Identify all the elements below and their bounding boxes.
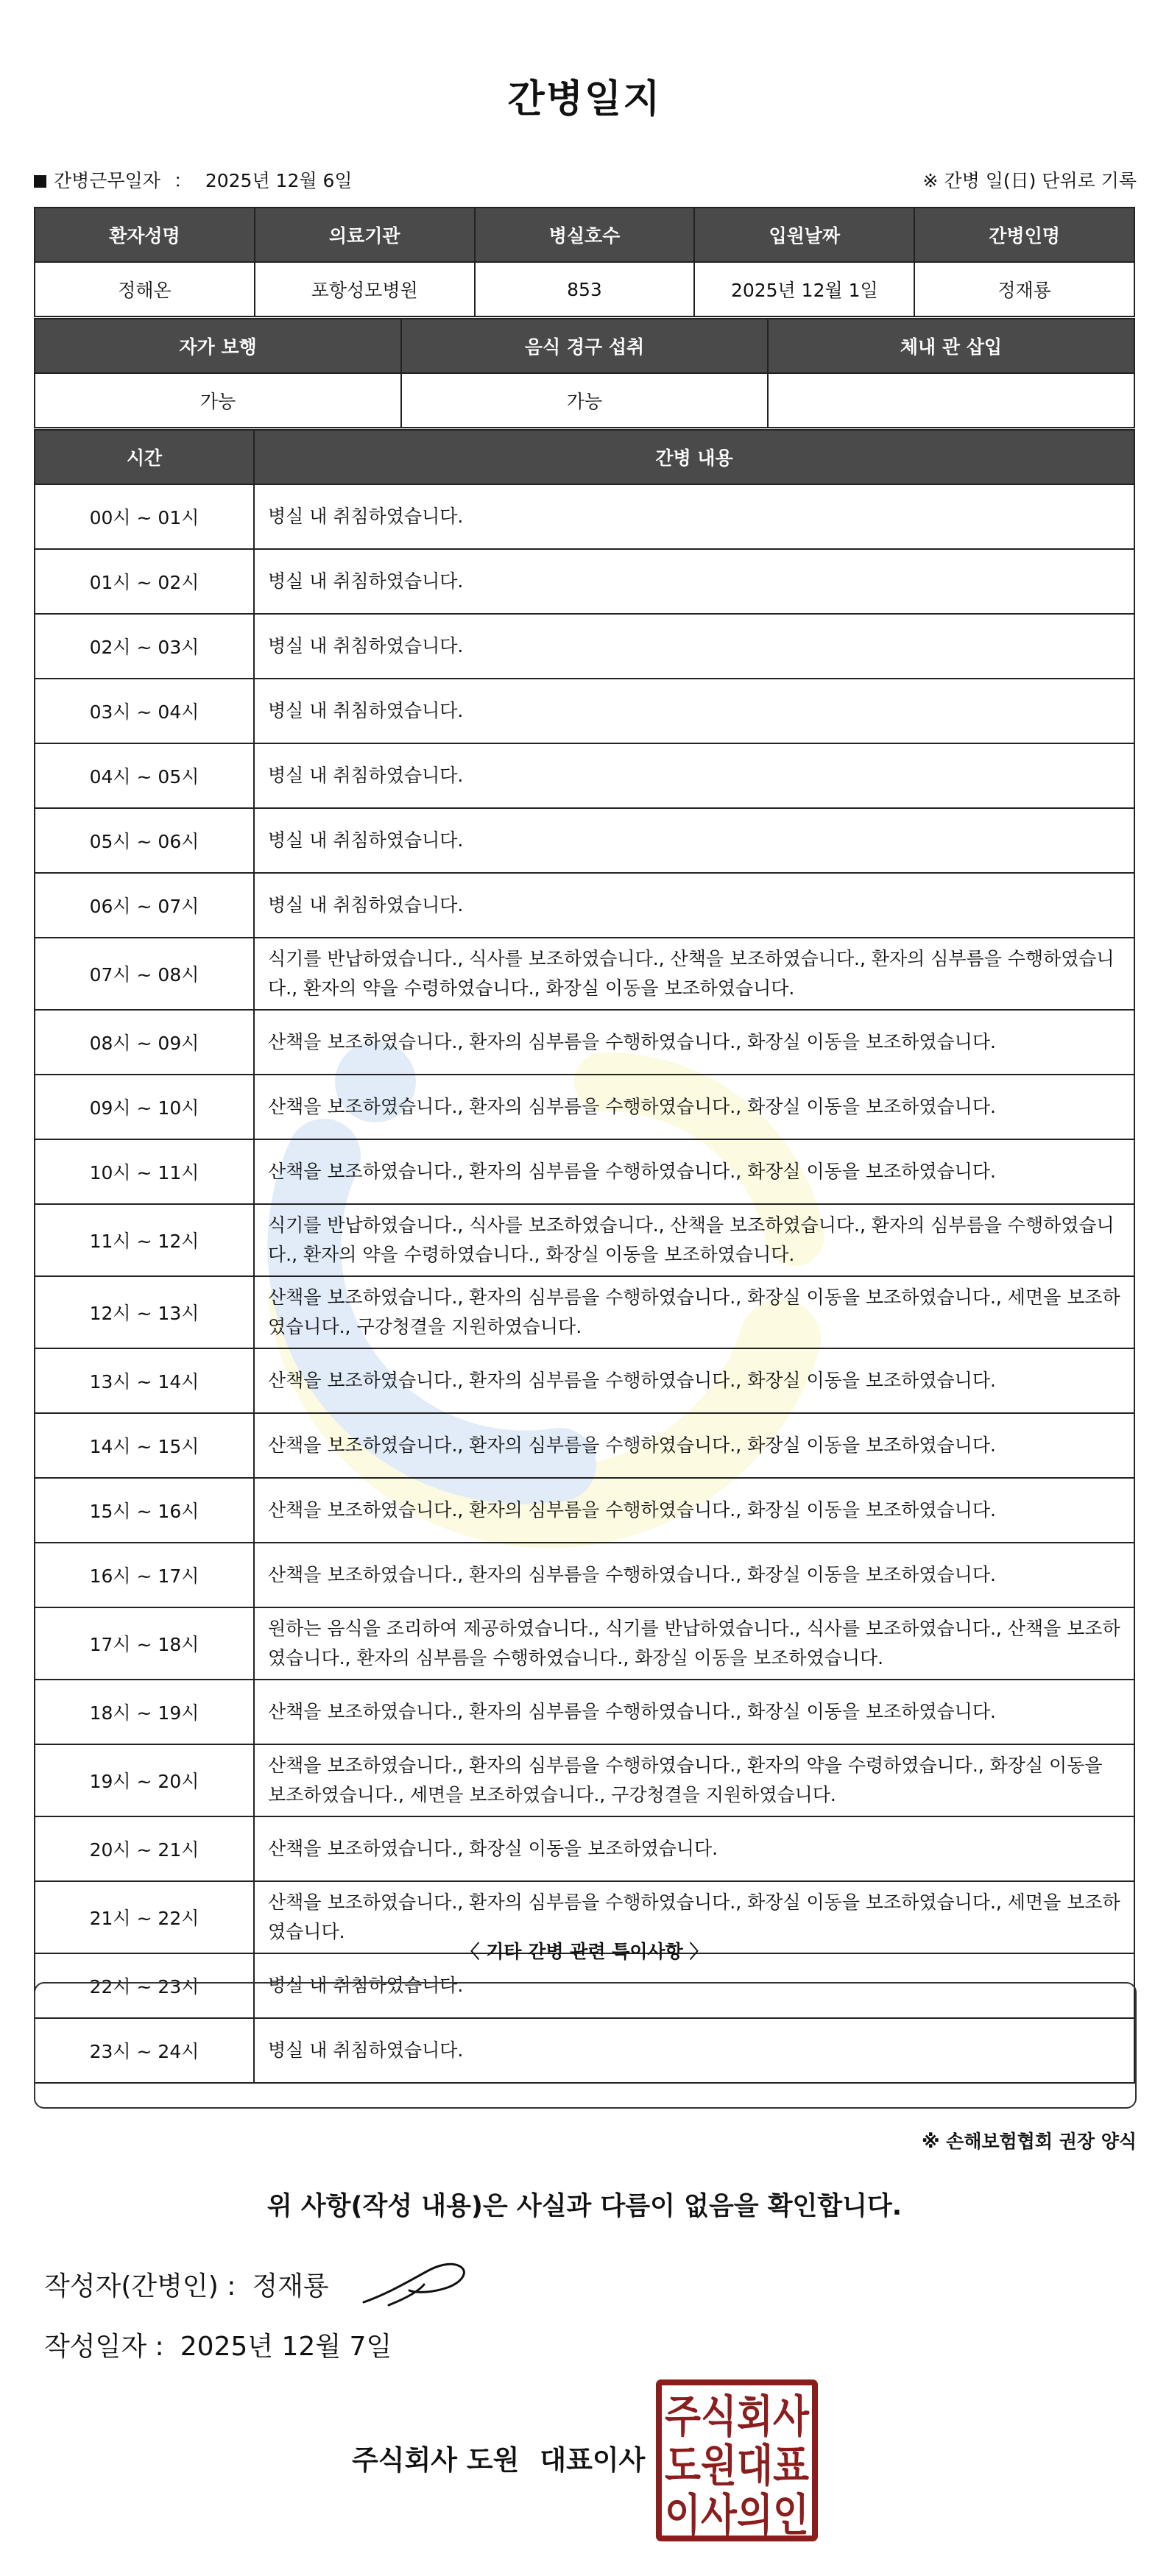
caregiver-name: 정재룡 [914, 262, 1134, 316]
care-content-cell: 병실 내 취침하였습니다. [254, 2018, 1134, 2083]
care-content-cell: 산책을 보조하였습니다., 환자의 심부름을 수행하였습니다., 화장실 이동을 보조하였습니다. [254, 1478, 1134, 1543]
header-self-walking: 자가 보행 [35, 319, 401, 373]
admission-date: 2025년 12월 1일 [694, 262, 914, 316]
care-content-cell: 병실 내 취침하였습니다. [254, 484, 1134, 549]
work-date-separator: ： [173, 170, 192, 191]
care-content-cell: 병실 내 취침하였습니다. [254, 614, 1134, 679]
header-room-number: 병실호수 [475, 208, 695, 262]
time-cell: 20시 ~ 21시 [35, 1816, 254, 1881]
time-cell: 18시 ~ 19시 [35, 1680, 254, 1744]
tube-insertion-value [768, 373, 1134, 428]
care-log-header-row [35, 430, 1134, 484]
form-source-note: ※ 손해보험협회 권장 양식 [922, 2131, 1137, 2152]
time-cell: 09시 ~ 10시 [35, 1075, 254, 1139]
care-content-cell: 병실 내 취침하였습니다. [254, 1953, 1134, 2018]
time-cell: 15시 ~ 16시 [35, 1478, 254, 1543]
header-oral-intake: 음식 경구 섭취 [401, 319, 768, 373]
misc-notes-box [34, 1982, 1137, 2109]
work-date-line [34, 166, 353, 193]
time-cell: 19시 ~ 20시 [35, 1744, 254, 1816]
table-row [35, 1478, 1134, 1543]
table-row [35, 1607, 1134, 1680]
patient-info-value-row [35, 262, 1134, 316]
header-admission-date: 입원날짜 [694, 208, 914, 262]
misc-notes-title: 〈 기타 간병 관련 특이사항 〉 [461, 1941, 708, 1962]
writer-label: 작성자(간병인) : [44, 2271, 236, 2301]
time-cell: 16시 ~ 17시 [35, 1543, 254, 1607]
company-line [352, 2438, 665, 2477]
ability-header-row [35, 319, 1134, 373]
care-content-cell: 산책을 보조하였습니다., 환자의 심부름을 수행하였습니다., 화장실 이동을 보조하였습니다., 세면을 보조하였습니다. [254, 1881, 1134, 1953]
header-institution: 의료기관 [255, 208, 475, 262]
handwritten-signature [359, 2258, 483, 2311]
time-cell: 17시 ~ 18시 [35, 1607, 254, 1680]
company-seal-stamp [655, 2379, 819, 2542]
svg-text:도원대표: 도원대표 [665, 2441, 810, 2492]
company-title: 대표이사 [540, 2444, 646, 2476]
care-content-cell: 식기를 반납하였습니다., 식사를 보조하였습니다., 산책을 보조하였습니다., 환자의 심부름을 수행하였습니다., 환자의 약을 수령하였습니다., 화장실 이동을 보조하였습니다. [254, 938, 1134, 1010]
table-row [35, 1348, 1134, 1413]
writer-line [44, 2265, 329, 2303]
time-cell: 12시 ~ 13시 [35, 1276, 254, 1348]
care-content-cell: 식기를 반납하였습니다., 식사를 보조하였습니다., 산책을 보조하였습니다., 환자의 심부름을 수행하였습니다., 환자의 약을 수령하였습니다., 화장실 이동을 보조하였습니다. [254, 1204, 1134, 1276]
table-row [35, 1543, 1134, 1607]
care-content-cell: 산책을 보조하였습니다., 환자의 심부름을 수행하였습니다., 화장실 이동을 보조하였습니다. [254, 1139, 1134, 1204]
patient-ability-table [34, 318, 1135, 428]
time-cell: 02시 ~ 03시 [35, 614, 254, 679]
time-cell: 03시 ~ 04시 [35, 679, 254, 743]
table-row [35, 679, 1134, 743]
time-cell: 21시 ~ 22시 [35, 1881, 254, 1953]
care-content-cell: 산책을 보조하였습니다., 환자의 심부름을 수행하였습니다., 화장실 이동을 보조하였습니다. [254, 1680, 1134, 1744]
table-row [35, 614, 1134, 679]
table-row [35, 1010, 1134, 1075]
time-cell: 14시 ~ 15시 [35, 1413, 254, 1478]
care-content-cell: 병실 내 취침하였습니다. [254, 743, 1134, 808]
header-care-content: 간병 내용 [254, 430, 1134, 484]
care-content-cell: 병실 내 취침하였습니다. [254, 549, 1134, 614]
work-date-label: 간병근무일자 [54, 170, 160, 191]
header-tube-insertion: 체내 관 삽입 [768, 319, 1134, 373]
table-row [35, 1413, 1134, 1478]
work-date-value: 2025년 12월 6일 [205, 170, 353, 191]
care-content-cell: 원하는 음식을 조리하여 제공하였습니다., 식기를 반납하였습니다., 식사를 보조하였습니다., 산책을 보조하였습니다., 환자의 심부름을 수행하였습니다., 화장실 이동을 보조하였습니다. [254, 1607, 1134, 1680]
table-row [35, 938, 1134, 1010]
patient-name: 정해온 [35, 262, 255, 316]
care-content-cell: 산책을 보조하였습니다., 환자의 심부름을 수행하였습니다., 화장실 이동을 보조하였습니다. [254, 1348, 1134, 1413]
table-row [35, 1276, 1134, 1348]
care-content-cell: 병실 내 취침하였습니다. [254, 679, 1134, 743]
oral-intake-value: 가능 [401, 373, 768, 428]
care-content-cell: 산책을 보조하였습니다., 환자의 심부름을 수행하였습니다., 화장실 이동을 보조하였습니다. [254, 1010, 1134, 1075]
table-row [35, 1680, 1134, 1744]
table-row [35, 1744, 1134, 1816]
write-date-value: 2025년 12월 7일 [180, 2332, 392, 2362]
patient-info-table [34, 207, 1135, 317]
table-row [35, 873, 1134, 938]
time-cell: 10시 ~ 11시 [35, 1139, 254, 1204]
table-row [35, 1139, 1134, 1204]
institution-name: 포항성모병원 [255, 262, 475, 316]
table-row [35, 1075, 1134, 1139]
header-patient-name: 환자성명 [35, 208, 255, 262]
time-cell: 05시 ~ 06시 [35, 808, 254, 873]
care-content-cell: 산책을 보조하였습니다., 환자의 심부름을 수행하였습니다., 화장실 이동을 보조하였습니다. [254, 1543, 1134, 1607]
table-row [35, 808, 1134, 873]
care-log-table [34, 429, 1135, 2084]
table-row [35, 743, 1134, 808]
writer-name: 정재룡 [252, 2271, 329, 2301]
record-note: ※ 간병 일(日) 단위로 기록 [922, 170, 1137, 191]
header-time: 시간 [35, 430, 254, 484]
table-row [35, 549, 1134, 614]
time-cell: 08시 ~ 09시 [35, 1010, 254, 1075]
table-row [35, 1816, 1134, 1881]
care-content-cell: 병실 내 취침하였습니다. [254, 873, 1134, 938]
care-content-cell: 산책을 보조하였습니다., 환자의 심부름을 수행하였습니다., 환자의 약을 수령하였습니다., 화장실 이동을 보조하였습니다., 세면을 보조하였습니다., 구강청결을 지원하였습니다. [254, 1744, 1134, 1816]
time-cell: 06시 ~ 07시 [35, 873, 254, 938]
time-cell: 11시 ~ 12시 [35, 1204, 254, 1276]
time-cell: 07시 ~ 08시 [35, 938, 254, 1010]
table-row [35, 484, 1134, 549]
write-date-label: 작성일자 : [44, 2332, 164, 2362]
time-cell: 23시 ~ 24시 [35, 2018, 254, 2083]
confirmation-statement: 위 사항(작성 내용)은 사실과 다름이 없음을 확인합니다. [266, 2192, 903, 2221]
time-cell: 04시 ~ 05시 [35, 743, 254, 808]
self-walking-value: 가능 [35, 373, 401, 428]
page-title: 간병일지 [507, 77, 662, 121]
care-content-cell: 산책을 보조하였습니다., 환자의 심부름을 수행하였습니다., 화장실 이동을 보조하였습니다., 세면을 보조하였습니다., 구강청결을 지원하였습니다. [254, 1276, 1134, 1348]
table-row [35, 1204, 1134, 1276]
svg-text:이사의인: 이사의인 [665, 2490, 809, 2541]
patient-info-header-row [35, 208, 1134, 262]
company-name: 주식회사 도원 [352, 2444, 520, 2476]
time-cell: 13시 ~ 14시 [35, 1348, 254, 1413]
svg-text:주식회사: 주식회사 [665, 2391, 810, 2443]
ability-value-row [35, 373, 1134, 428]
room-number: 853 [475, 262, 695, 316]
care-content-cell: 병실 내 취침하였습니다. [254, 808, 1134, 873]
time-cell: 00시 ~ 01시 [35, 484, 254, 549]
time-cell: 01시 ~ 02시 [35, 549, 254, 614]
square-bullet-icon [34, 175, 46, 188]
care-content-cell: 산책을 보조하였습니다., 환자의 심부름을 수행하였습니다., 화장실 이동을 보조하였습니다. [254, 1413, 1134, 1478]
header-caregiver-name: 간병인명 [914, 208, 1134, 262]
care-content-cell: 산책을 보조하였습니다., 화장실 이동을 보조하였습니다. [254, 1816, 1134, 1881]
care-content-cell: 산책을 보조하였습니다., 환자의 심부름을 수행하였습니다., 화장실 이동을 보조하였습니다. [254, 1075, 1134, 1139]
time-cell: 22시 ~ 23시 [35, 1953, 254, 2018]
write-date-line [44, 2326, 392, 2363]
